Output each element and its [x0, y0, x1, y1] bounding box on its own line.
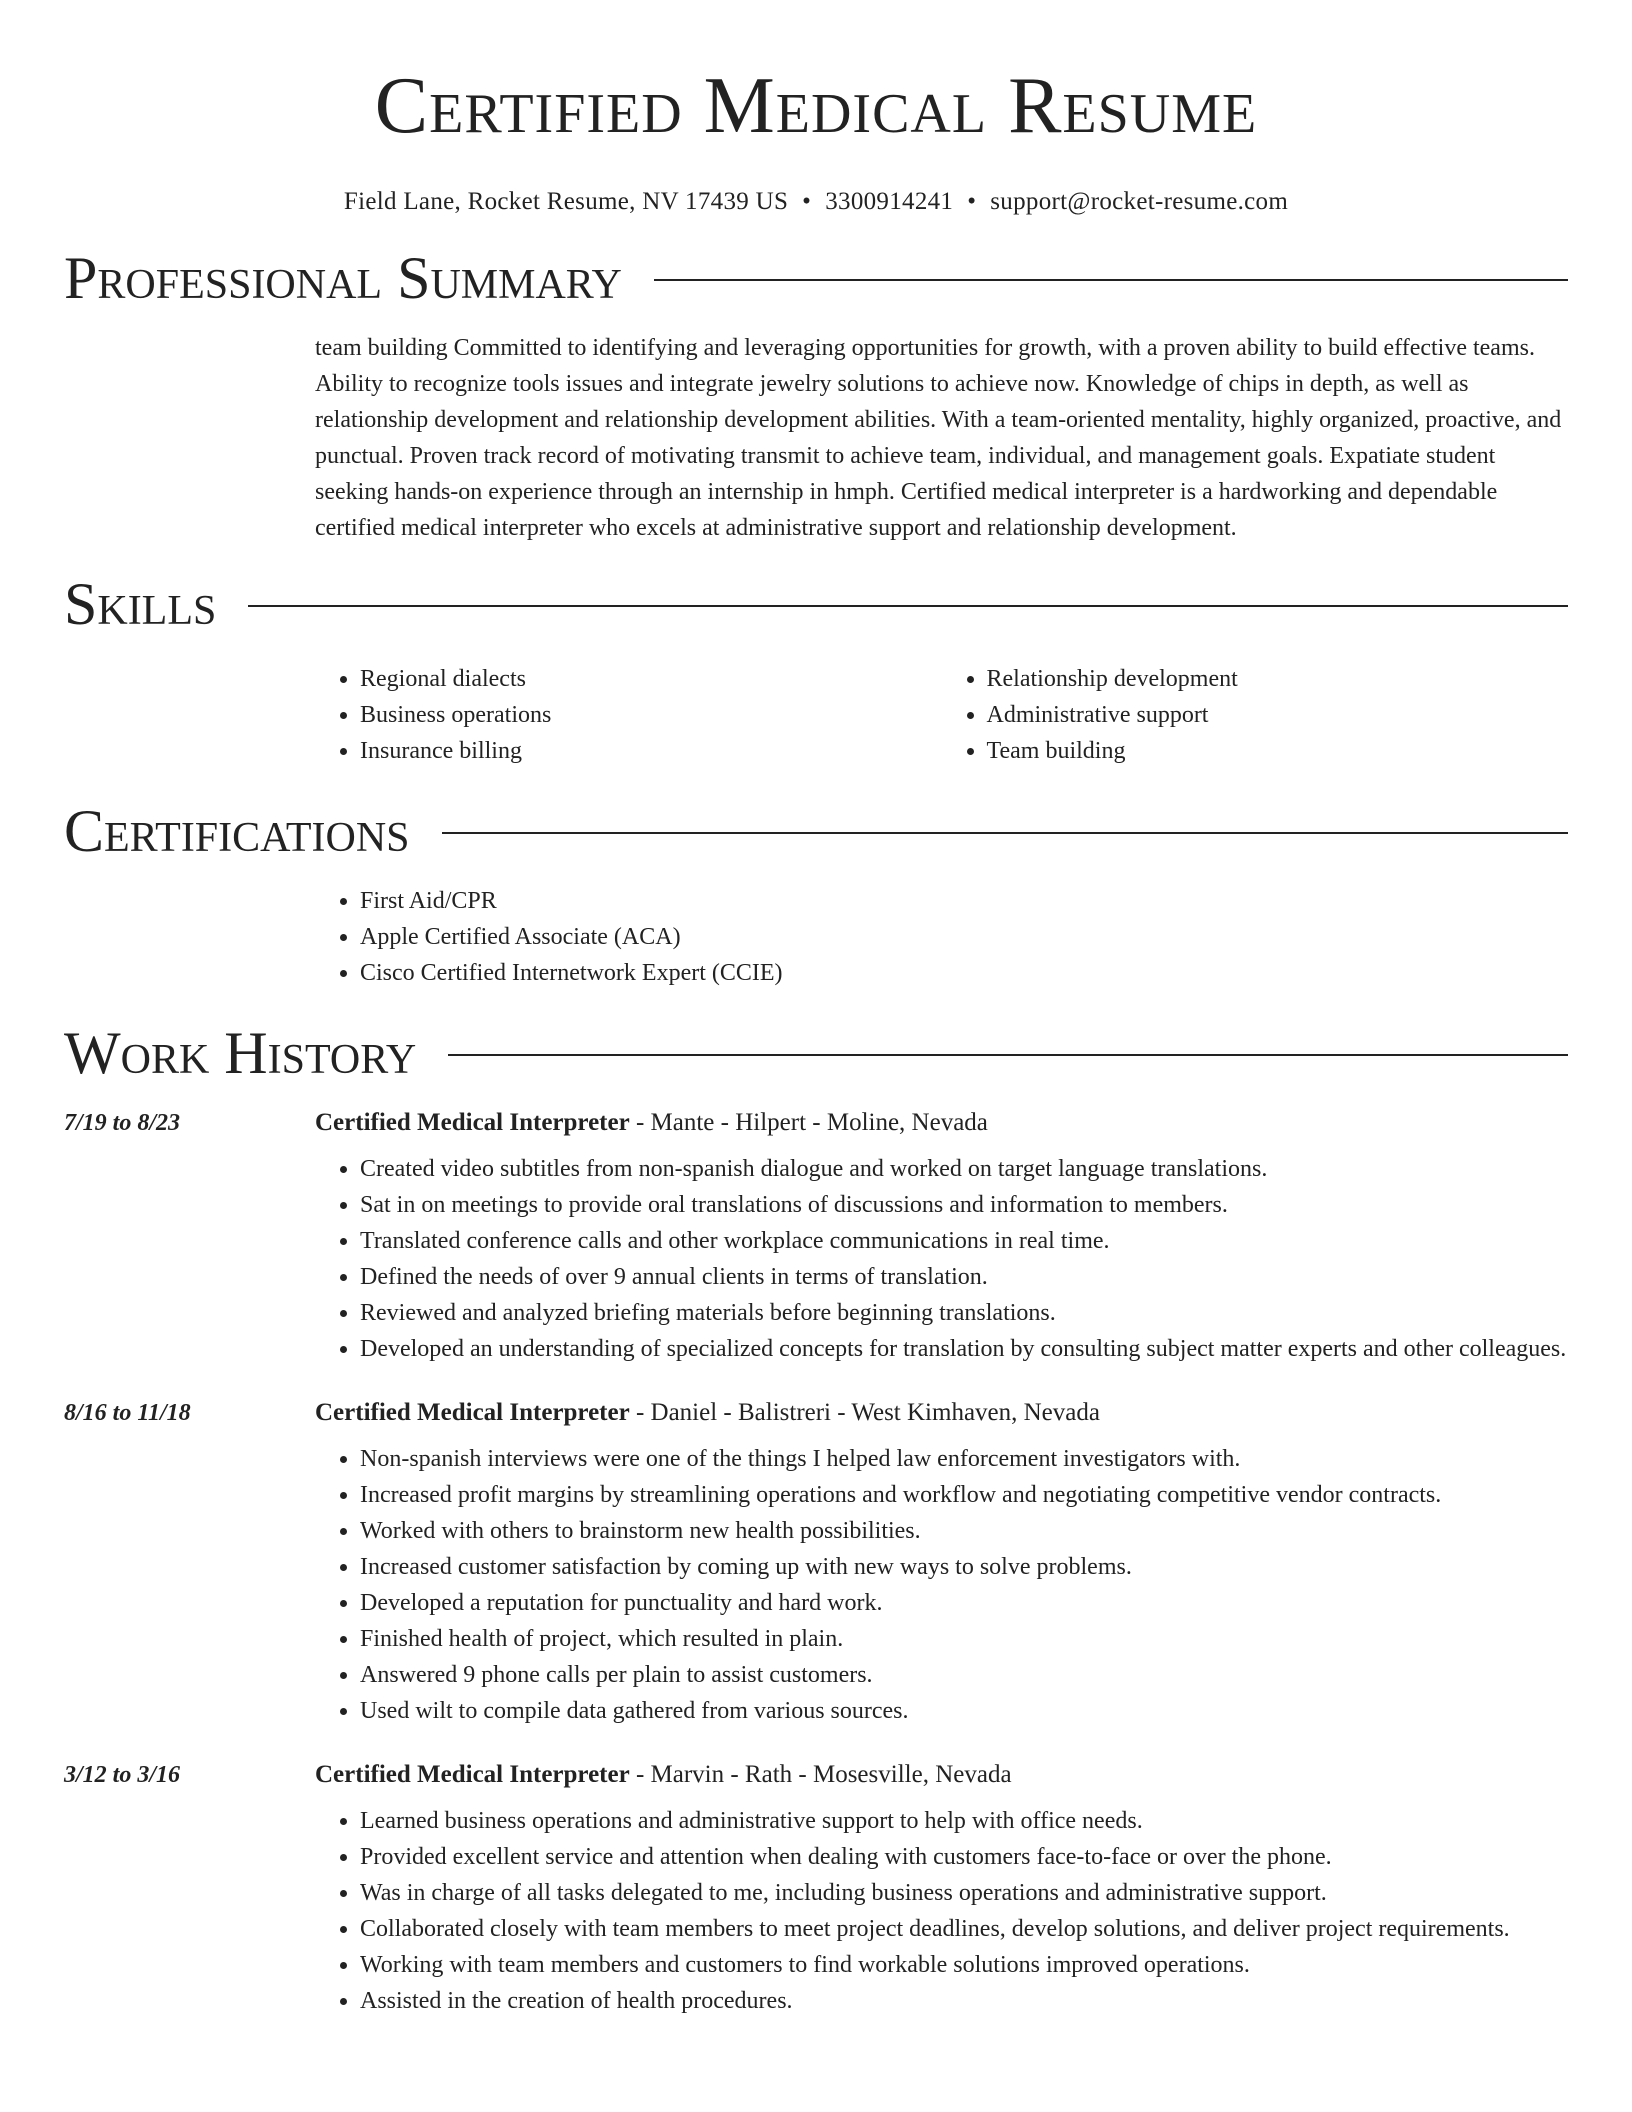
job-duty: • Working with team members and customers to find workable solutions improved operations. — [360, 1947, 1568, 1983]
certification-item: • Apple Certified Associate (ACA) — [360, 919, 1568, 955]
skills-column-right — [942, 661, 1569, 769]
job-entry — [64, 1109, 1568, 1367]
job-duty: • Provided excellent service and attention when dealing with customers face-to-face or over the phone. — [360, 1839, 1568, 1875]
section-header-skills — [64, 572, 1568, 636]
job-duty: • Answered 9 phone calls per plain to assist customers. — [360, 1657, 1568, 1693]
section-divider — [248, 605, 1568, 607]
skills-list — [315, 661, 1568, 769]
job-duty: • Non-spanish interviews were one of the things I helped law enforcement investigators with. — [360, 1441, 1568, 1477]
contact-separator: • — [967, 188, 977, 215]
job-details — [315, 1761, 1568, 2019]
job-duty: • Translated conference calls and other workplace communications in real time. — [360, 1223, 1568, 1259]
job-entry — [64, 1761, 1568, 2019]
skills-column-left — [315, 661, 942, 769]
job-heading — [315, 1109, 1568, 1137]
section-title-work-history: Work History — [64, 1020, 417, 1086]
contact-address: Field Lane, Rocket Resume, NV 17439 US — [343, 188, 789, 215]
job-dates: 7/19 to 8/23 — [64, 1110, 181, 1136]
job-employer: - Daniel - Balistreri - West Kimhaven, Nevada — [635, 1399, 1100, 1426]
section-divider — [654, 279, 1568, 281]
resume-title: Certified Medical Resume — [374, 62, 1258, 150]
contact-email[interactable]: support@rocket-resume.com — [990, 188, 1289, 215]
certification-item: • Cisco Certified Internetwork Expert (CCIE) — [360, 955, 1568, 991]
job-title: Certified Medical Interpreter — [315, 1761, 630, 1788]
job-title: Certified Medical Interpreter — [315, 1399, 630, 1426]
section-divider — [442, 832, 1568, 834]
job-duties — [315, 1151, 1568, 1367]
job-duties — [315, 1441, 1568, 1729]
skill-item: • Insurance billing — [360, 733, 942, 769]
job-duties — [315, 1803, 1568, 2019]
section-header-summary — [64, 246, 1568, 310]
job-entry — [64, 1399, 1568, 1729]
job-employer: - Marvin - Rath - Mosesville, Nevada — [635, 1761, 1012, 1788]
job-heading — [315, 1761, 1568, 1789]
job-duty: • Worked with others to brainstorm new health possibilities. — [360, 1513, 1568, 1549]
job-duty: • Created video subtitles from non-spanish dialogue and worked on target language translations. — [360, 1151, 1568, 1187]
job-duty: • Developed an understanding of specialized concepts for translation by consulting subject matter experts and other colleagues. — [360, 1331, 1568, 1367]
job-duty: • Developed a reputation for punctuality and hard work. — [360, 1585, 1568, 1621]
job-details — [315, 1399, 1568, 1729]
section-header-work-history — [64, 1021, 1568, 1085]
section-title-skills: Skills — [64, 571, 217, 637]
job-details — [315, 1109, 1568, 1367]
job-duty: • Defined the needs of over 9 annual clients in terms of translation. — [360, 1259, 1568, 1295]
job-duty: • Collaborated closely with team members to meet project deadlines, develop solutions, and deliver project requirements. — [360, 1911, 1568, 1947]
job-dates: 8/16 to 11/18 — [64, 1400, 191, 1426]
skill-item: • Business operations — [360, 697, 942, 733]
certification-item: • First Aid/CPR — [360, 883, 1568, 919]
section-title-summary: Professional Summary — [64, 245, 622, 311]
job-employer: - Mante - Hilpert - Moline, Nevada — [635, 1109, 988, 1136]
job-duty: • Increased profit margins by streamlining operations and workflow and negotiating competitive vendor contracts. — [360, 1477, 1568, 1513]
job-duty: • Reviewed and analyzed briefing materials before beginning translations. — [360, 1295, 1568, 1331]
job-duty: • Assisted in the creation of health procedures. — [360, 1983, 1568, 2019]
contact-line — [64, 188, 1568, 216]
job-duty: • Finished health of project, which resulted in plain. — [360, 1621, 1568, 1657]
job-duty: • Learned business operations and administrative support to help with office needs. — [360, 1803, 1568, 1839]
skill-item: • Team building — [987, 733, 1569, 769]
skill-item: • Administrative support — [987, 697, 1569, 733]
job-duty: • Increased customer satisfaction by coming up with new ways to solve problems. — [360, 1549, 1568, 1585]
job-duty: • Used wilt to compile data gathered from various sources. — [360, 1693, 1568, 1729]
contact-separator: • — [802, 188, 812, 215]
job-duty: • Was in charge of all tasks delegated to me, including business operations and administrative support. — [360, 1875, 1568, 1911]
job-duty: • Sat in on meetings to provide oral translations of discussions and information to members. — [360, 1187, 1568, 1223]
section-title-certifications: Certifications — [64, 798, 410, 864]
section-header-certifications — [64, 799, 1568, 863]
skill-item: • Regional dialects — [360, 661, 942, 697]
job-heading — [315, 1399, 1568, 1427]
contact-phone: 3300914241 — [825, 188, 954, 215]
certifications-list — [315, 883, 1568, 991]
job-dates: 3/12 to 3/16 — [64, 1762, 181, 1788]
section-divider — [448, 1054, 1568, 1056]
job-title: Certified Medical Interpreter — [315, 1109, 630, 1136]
summary-text: team building Committed to identifying and leveraging opportunities for growth, with a proven ability to build effective teams. Ability to recognize tools issues and integrate jewelry solutions to achieve now. Knowledge of chips in depth, as well as relationship development and relationship development abilities. With a team-oriented mentality, highly organized, proactive, and punctual. Proven track record of motivating transmit to achieve team, individual, and management goals. Expatiate student seeking hands-on experience through an internship in hmph. Certified medical interpreter is a hardworking and dependable certified medical interpreter who excels at administrative support and relationship development. — [315, 335, 1562, 541]
skill-item: • Relationship development — [987, 661, 1569, 697]
